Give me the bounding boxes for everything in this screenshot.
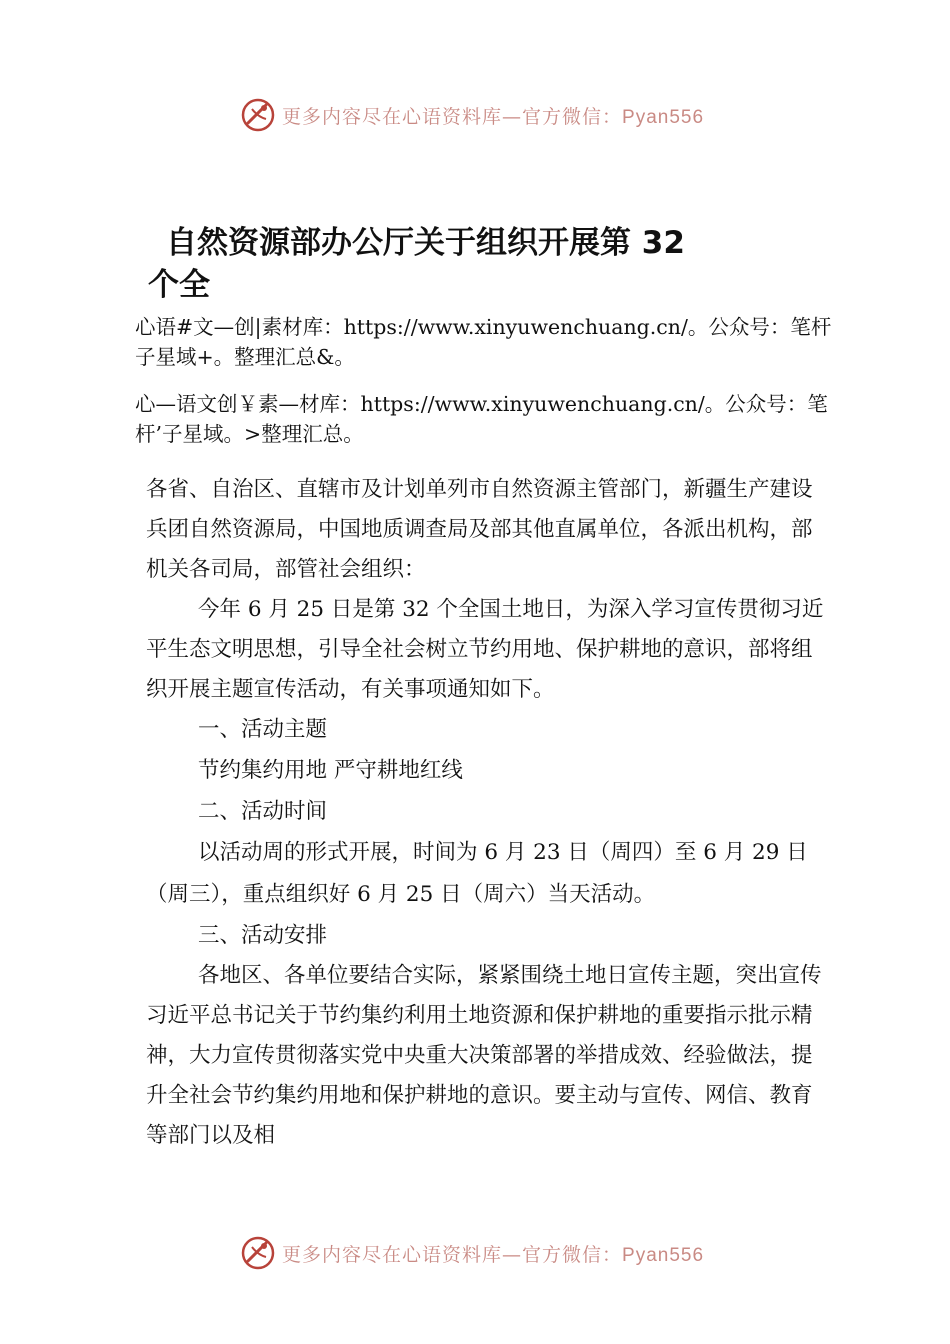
recipients-paragraph: 各省、自治区、直辖市及计划单列市自然资源主管部门，新疆生产建设兵团自然资源局，中国地质调查局及部其他直属单位，各派出机构，部机关各司局，部管社会组织： xyxy=(146,477,813,582)
section-2-heading: 二、活动时间 xyxy=(198,799,328,824)
banner-slogan: 更多内容尽在心语资料库—官方微信： xyxy=(282,1243,623,1266)
source-note-2: 心—语文创￥素—材库：https://www.xinyuwenchuang.cn/。公众号：笔杆’子星域。>整理汇总。 xyxy=(135,392,828,446)
banner-text xyxy=(282,102,704,129)
source-note-1: 心语#文—创|素材库：https://www.xinyuwenchuang.cn/。公众号：笔杆子星域+。整理汇总&。 xyxy=(135,315,832,369)
document-title-line-1: 自然资源部办公厅关于组织开展第 32 xyxy=(166,225,685,261)
banner-wechat-id: Pyan556 xyxy=(622,106,705,128)
banner-wechat-id: Pyan556 xyxy=(622,1244,705,1266)
footer-watermark-banner xyxy=(240,1233,704,1273)
section-1-text: 节约集约用地 严守耕地红线 xyxy=(198,758,463,783)
document-title xyxy=(148,222,788,306)
brand-logo-icon xyxy=(240,97,276,133)
intro-paragraph: 今年 6 月 25 日是第 32 个全国土地日，为深入学习宣传贯彻习近平生态文明思想，引导全社会树立节约用地、保护耕地的意识，部将组织开展主题宣传活动，有关事项通知如下。 xyxy=(146,597,824,702)
document-body xyxy=(146,470,826,1156)
header-watermark-banner xyxy=(240,95,704,135)
section-2-text: 以活动周的形式开展，时间为 6 月 23 日（周四）至 6 月 29 日（周三），重点组织好 6 月 25 日（周六）当天活动。 xyxy=(146,840,808,907)
section-1-heading: 一、活动主题 xyxy=(198,717,328,742)
banner-slogan: 更多内容尽在心语资料库—官方微信： xyxy=(282,105,623,128)
document-title-line-2: 个全 xyxy=(148,267,210,303)
banner-text xyxy=(282,1240,704,1267)
section-3-text: 各地区、各单位要结合实际，紧紧围绕土地日宣传主题，突出宣传习近平总书记关于节约集约利用土地资源和保护耕地的重要指示批示精神，大力宣传贯彻落实党中央重大决策部署的举措成效、经验做法，提升全社会节约集约用地和保护耕地的意识。要主动与宣传、网信、教育等部门以及相 xyxy=(146,963,822,1148)
brand-logo-icon xyxy=(240,1235,276,1271)
section-3-heading: 三、活动安排 xyxy=(198,923,328,948)
